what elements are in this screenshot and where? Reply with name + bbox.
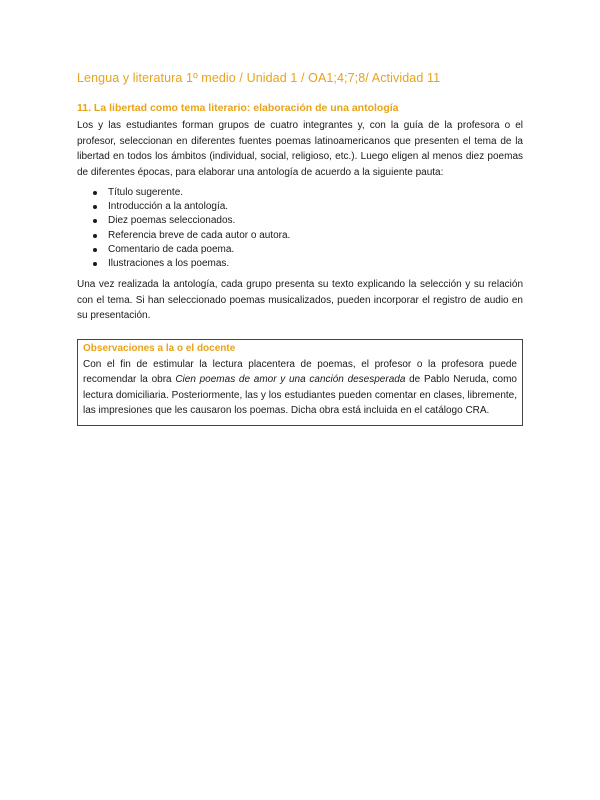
list-item: Introducción a la antología.	[77, 200, 523, 214]
document-page	[77, 71, 523, 426]
closing-paragraph: Una vez realizada la antología, cada grupo presenta su texto explicando la selección y su relación con el tema. Si han seleccionado poemas musicalizados, pueden incorporar el registro de audio en su presentación.	[77, 279, 523, 322]
list-item: Diez poemas seleccionados.	[77, 214, 523, 228]
guideline-list	[77, 186, 523, 271]
list-item: Ilustraciones a los poemas.	[77, 257, 523, 271]
observations-title: Observaciones a la o el docente	[83, 342, 236, 354]
list-item: Referencia breve de cada autor o autora.	[77, 229, 523, 243]
section-title: 11. La libertad como tema literario: elaboración de una antología	[77, 102, 399, 114]
observations-text-after: de Pablo Neruda, como lectura domiciliaria. Posteriormente, las y los estudiantes pueden comentar en clases, libremente, las impresiones que les causaron los poemas. Dicha obra está incluida en el catálogo CRA.	[83, 374, 517, 417]
page-header: Lengua y literatura 1º medio / Unidad 1 / OA1;4;7;8/ Actividad 11	[77, 71, 441, 85]
list-item: Título sugerente.	[77, 186, 523, 200]
observations-text-before: Con el fin de estimular la lectura placentera de poemas, el profesor o la profesora puede recomendar la obra	[83, 358, 517, 386]
list-item: Comentario de cada poema.	[77, 243, 523, 257]
observations-paragraph	[83, 357, 517, 419]
book-title: Cien poemas de amor y una canción desesperada	[175, 374, 406, 386]
intro-paragraph: Los y las estudiantes forman grupos de cuatro integrantes y, con la guía de la profesora o el profesor, seleccionan en diferentes fuentes poemas latinoamericanos que presenten el tema de la libertad en todos los ámbitos (individual, social, religioso, etc.). Luego eligen al menos diez poemas de diferentes épocas, para elaborar una antología de acuerdo a la siguiente pauta:	[77, 120, 523, 178]
observations-box	[77, 339, 523, 426]
